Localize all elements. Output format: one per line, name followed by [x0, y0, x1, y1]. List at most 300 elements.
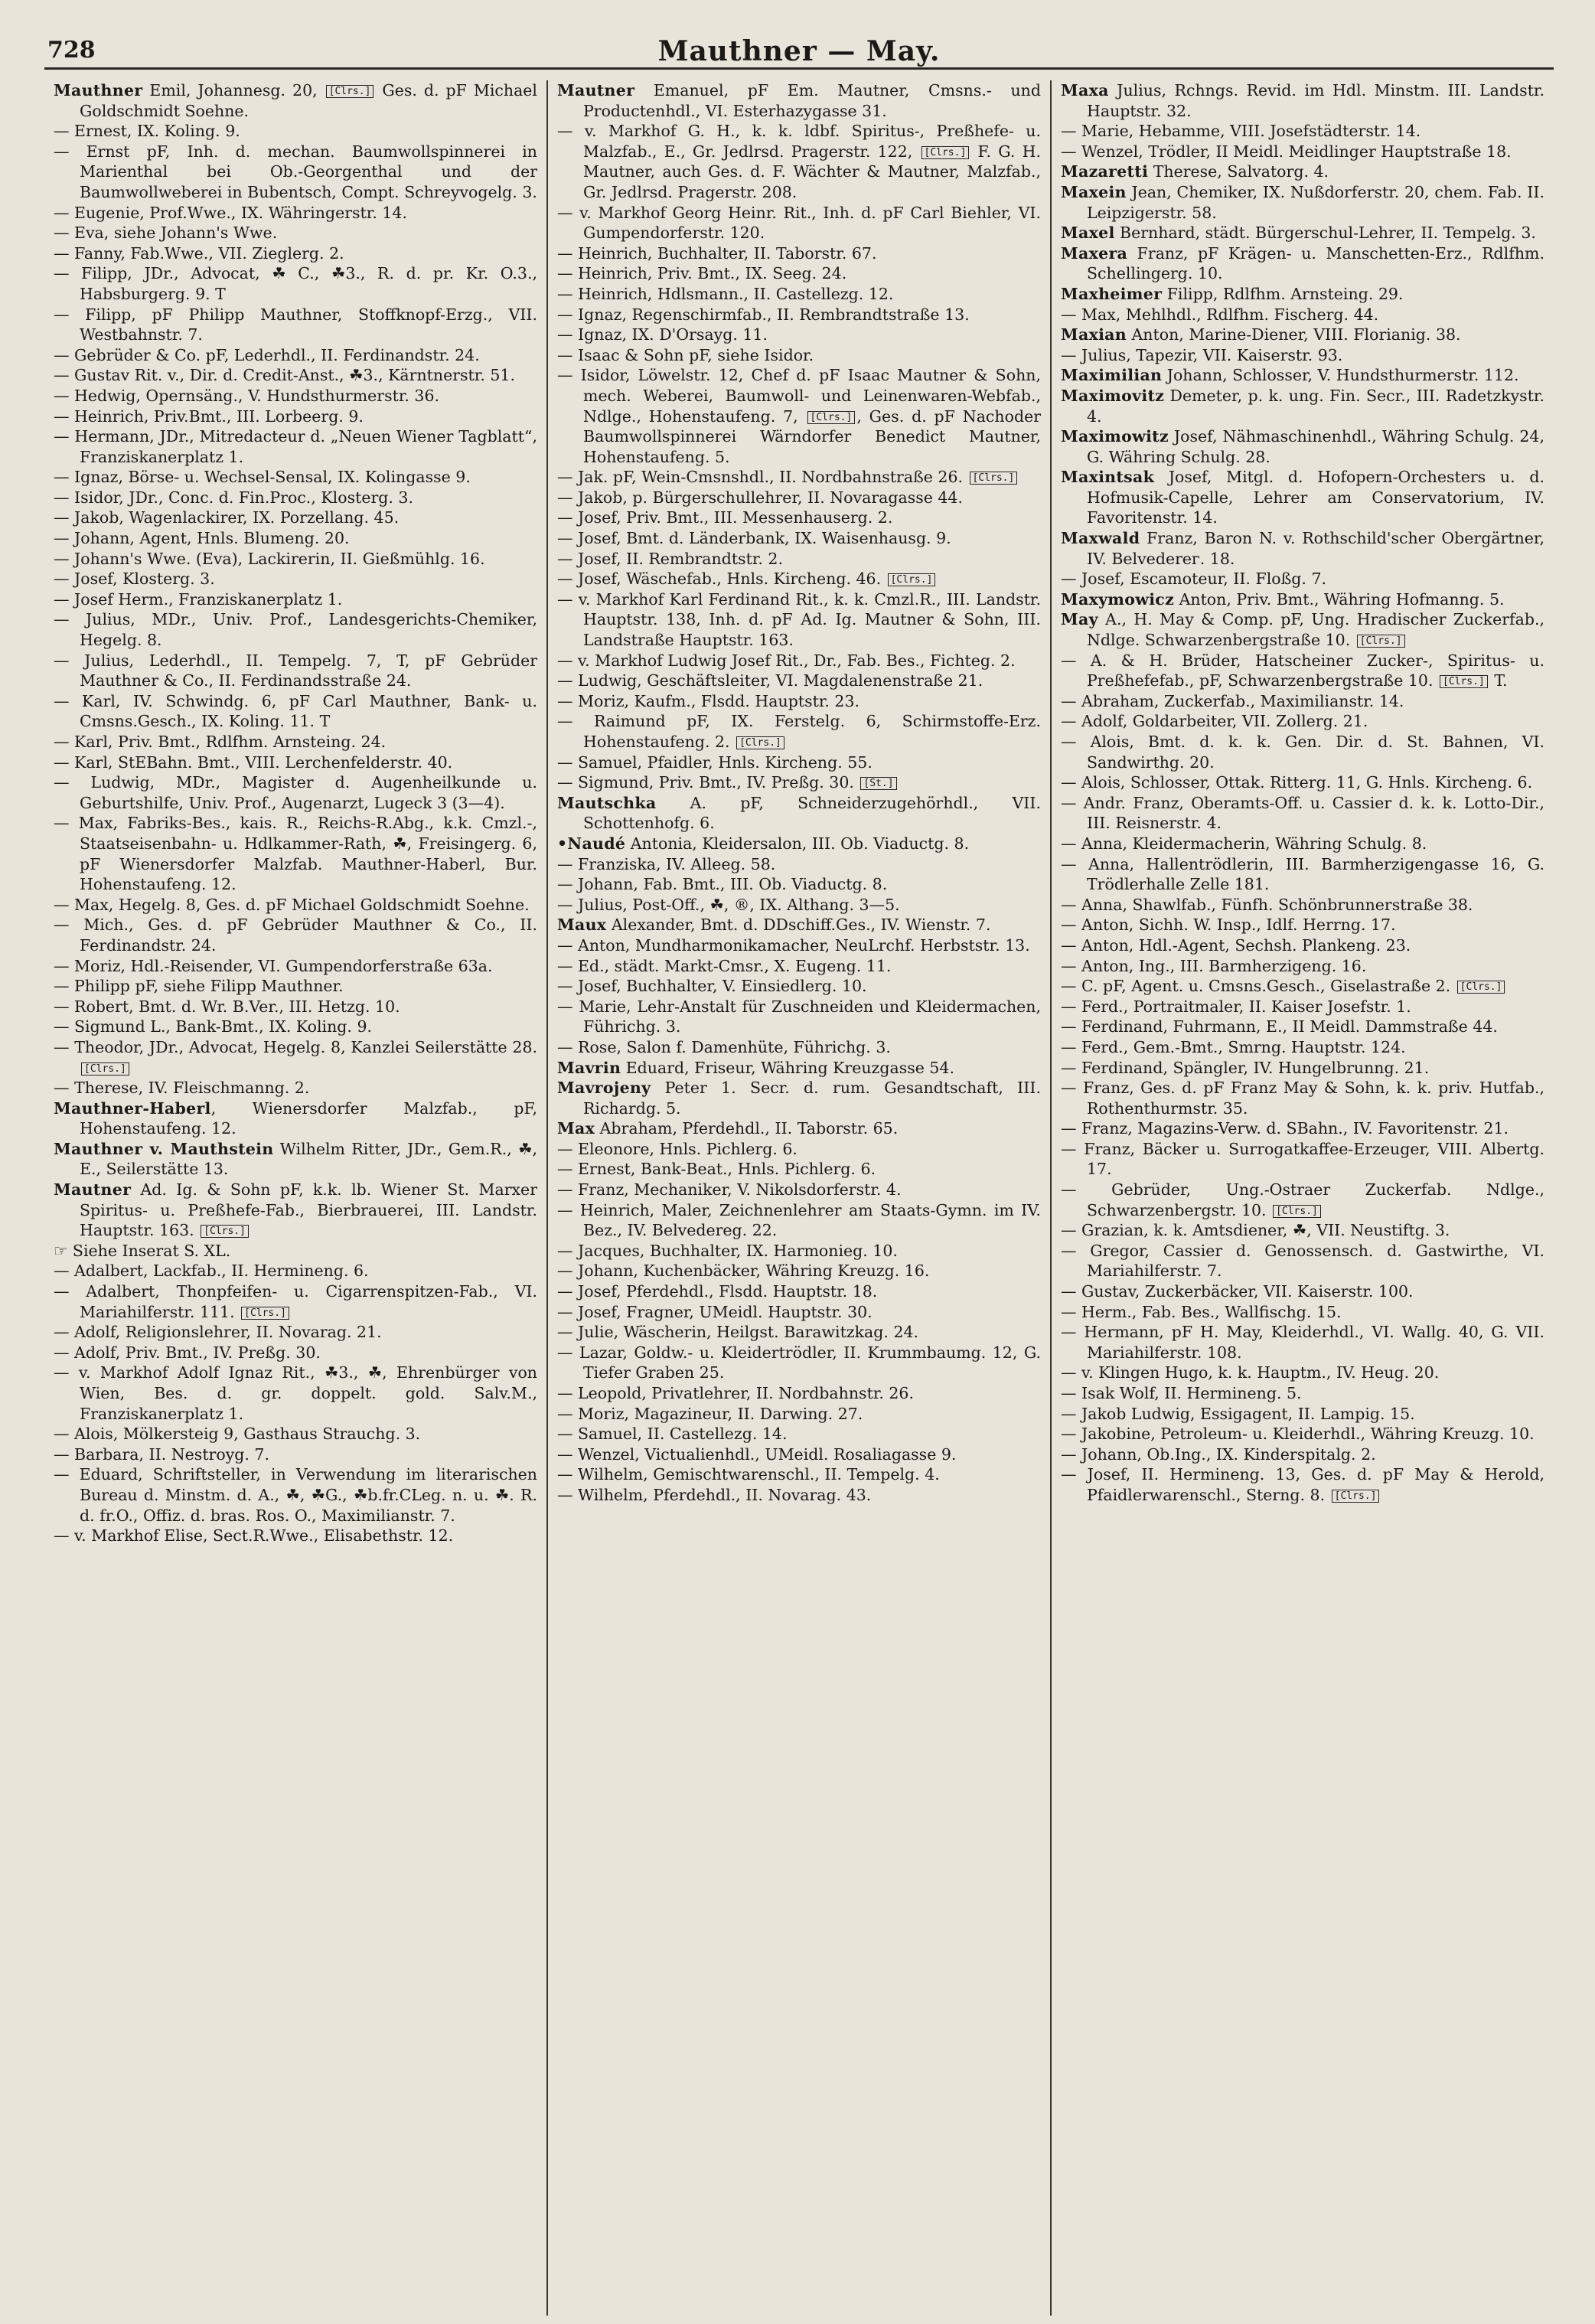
directory-entry	[1061, 1118, 1544, 1139]
entry-text: — Ed., städt. Markt-Cmsr., X. Eugeng. 11.	[557, 956, 892, 975]
entry-text: Bernhard, städt. Bürgerschul-Lehrer, II. Tempelg. 3.	[1114, 224, 1536, 243]
entry-surname: Maximilian	[1061, 366, 1163, 385]
entry-text: Abraham, Pferdehdl., II. Taborstr. 65.	[595, 1119, 899, 1138]
directory-entry	[54, 732, 537, 752]
directory-entry	[1061, 1139, 1544, 1180]
entry-text: — Johann, Kuchenbäcker, Währing Kreuzg. 16.	[557, 1262, 930, 1281]
entry-text: — Franz, Magazins-Verw. d. SBahn., IV. Favoritenstr. 21.	[1061, 1119, 1509, 1138]
entry-text: — Adalbert, Thonpfeifen- u. Cigarrenspitzen-Fab., VI. Mariahilferstr. 111.	[54, 1282, 537, 1321]
entry-text: — Josef, Wäschefab., Hnls. Kircheng. 46.	[557, 570, 886, 589]
directory-entry	[54, 651, 537, 691]
directory-entry	[557, 1159, 1041, 1180]
entry-text: — Ernest, IX. Koling. 9.	[54, 122, 240, 141]
entry-text: — Josef, Bmt. d. Länderbank, IX. Waisenhausg. 9.	[557, 529, 951, 548]
directory-entry	[1061, 1464, 1544, 1505]
entry-text: — Heinrich, Maler, Zeichnenlehrer am Staats-Gymn. im IV. Bez., IV. Belvedereg. 22.	[557, 1200, 1041, 1240]
directory-entry	[1061, 589, 1544, 610]
entry-badge: [Clrs.]	[921, 146, 970, 159]
entry-text: — Marie, Hebamme, VIII. Josefstädterstr. 14.	[1061, 122, 1421, 141]
entry-text: — Ludwig, MDr., Magister d. Augenheilkunde u. Geburtshilfe, Univ. Prof., Augenarzt, Lugeck 3 (3—4).	[54, 773, 537, 812]
entry-text: Ges. d. pF Michael Goldschmidt Soehne.	[80, 81, 537, 120]
directory-entry	[557, 874, 1041, 895]
entry-text: — Julius, Post-Off., ☘, ®, IX. Althang. 3—5.	[557, 895, 900, 914]
directory-entry	[54, 528, 537, 549]
directory-entry	[54, 1526, 537, 1546]
entry-text: — Fanny, Fab.Wwe., VII. Zieglerg. 2.	[54, 243, 344, 263]
entry-text: — Gebrüder & Co. pF, Lederhdl., II. Ferdinandstr. 24.	[54, 345, 480, 364]
directory-entry	[54, 263, 537, 304]
entry-text: — Samuel, II. Castellezg. 14.	[557, 1425, 788, 1444]
entry-surname: Maxintsak	[1061, 468, 1155, 487]
directory-entry	[1061, 386, 1544, 426]
directory-entry	[557, 1200, 1041, 1241]
entry-text: — Karl, IV. Schwindg. 6, pF Carl Mauthner, Bank- u. Cmsns.Gesch., IX. Koling. 11. T	[54, 691, 537, 731]
directory-entry	[54, 488, 537, 508]
entry-text: — Alois, Bmt. d. k. k. Gen. Dir. d. St. Bahnen, VI. Sandwirthg. 20.	[1061, 733, 1544, 772]
directory-entry	[54, 772, 537, 813]
entry-text: — Josef, Pferdehdl., Flsdd. Hauptstr. 18.	[557, 1282, 878, 1301]
entry-text: , Wienersdorfer Malzfab., pF, Hohenstaufeng. 12.	[80, 1098, 537, 1138]
entry-text: — Max, Mehlhdl., Rdlfhm. Fischerg. 44.	[1061, 305, 1379, 324]
directory-entry	[54, 1241, 537, 1262]
entry-text: — Anton, Hdl.-Agent, Sechsh. Plankeng. 23.	[1061, 935, 1411, 955]
directory-entry	[1061, 1058, 1544, 1079]
entry-text: — Alois, Mölkersteig 9, Gasthaus Strauchg. 3.	[54, 1425, 421, 1444]
entry-text: — Isak Wolf, II. Hermineng. 5.	[1061, 1384, 1302, 1402]
entry-text: — Johann, Ob.Ing., IX. Kinderspitalg. 2.	[1061, 1444, 1376, 1464]
entry-text: Johann, Schlosser, V. Hundsthurmerstr. 112.	[1162, 366, 1519, 385]
directory-entry	[557, 772, 1041, 793]
entry-text: Alexander, Bmt. d. DDschiff.Ges., IV. Wienstr. 7.	[606, 916, 991, 935]
directory-entry	[54, 915, 537, 955]
entry-text: , Ges. d. pF Nachoder Baumwollspinnerei Wärndorfer Benedict Mautner, Hohenstaufeng. 5.	[583, 406, 1041, 466]
directory-entry	[557, 793, 1041, 834]
entry-text: — Ernest, Bank-Beat., Hnls. Pichlerg. 6.	[557, 1160, 876, 1179]
directory-entry	[54, 243, 537, 264]
entry-text: — Robert, Bmt. d. Wr. B.Ver., III. Hetzg. 10.	[54, 997, 400, 1016]
entry-text: — v. Markhof Ludwig Josef Rit., Dr., Fab. Bes., Fichteg. 2.	[557, 651, 1016, 670]
directory-entry	[54, 223, 537, 243]
directory-entry	[1061, 1241, 1544, 1281]
entry-text: — Moriz, Magazineur, II. Darwing. 27.	[557, 1404, 863, 1423]
page-header	[44, 37, 1554, 70]
directory-entry	[1061, 305, 1544, 325]
entry-text: — A. & H. Brüder, Hatscheiner Zucker-, Spiritus- u. Preßhefefab., pF, Schwarzenbergstraße 10.	[1061, 651, 1544, 690]
entry-text: Emil, Johannesg. 20,	[142, 81, 325, 100]
directory-entry	[557, 1424, 1041, 1444]
entry-text: — Philipp pF, siehe Filipp Mauthner.	[54, 977, 344, 996]
directory-entry	[1061, 1363, 1544, 1383]
entry-text: — Wilhelm, Gemischtwarenschl., II. Tempelg. 4.	[557, 1465, 940, 1484]
directory-entry	[1061, 162, 1544, 182]
directory-entry	[54, 305, 537, 345]
entry-text: — Karl, Priv. Bmt., Rdlfhm. Arnsteing. 24.	[54, 733, 387, 751]
entry-text: Antonia, Kleidersalon, III. Ob. Viaductg. 8.	[625, 834, 970, 853]
entry-badge: [Clrs.]	[326, 85, 374, 98]
entry-text: — Franz, Ges. d. pF Franz May & Sohn, k. k. priv. Hutfab., Rothenthurmstr. 35.	[1061, 1079, 1544, 1118]
directory-entry	[54, 121, 537, 142]
directory-entry	[1061, 243, 1544, 284]
entry-text: — Anton, Mundharmonikamacher, NeuLrchf. Herbststr. 13.	[557, 935, 1030, 955]
entry-text: — Gustav Rit. v., Dir. d. Credit-Anst., ☘3., Kärntnerstr. 51.	[54, 366, 515, 385]
directory-entry	[54, 345, 537, 366]
directory-entry	[54, 1444, 537, 1465]
entry-text: — Eva, siehe Johann's Wwe.	[54, 224, 278, 243]
entry-text: — Heinrich, Buchhalter, II. Taborstr. 67.	[557, 243, 877, 263]
directory-entry	[54, 1098, 537, 1139]
entry-badge: [Clrs.]	[1457, 981, 1505, 994]
directory-entry	[54, 997, 537, 1017]
entry-text: Josef, Mitgl. d. Hofopern-Orchesters u. d. Hofmusik-Capelle, Lehrer am Conservatorium, IV. Favoritenstr. 14.	[1087, 468, 1544, 527]
directory-entry	[1061, 1383, 1544, 1404]
directory-entry	[557, 711, 1041, 752]
page-number: 728	[47, 37, 96, 64]
entry-text: — Franz, Mechaniker, V. Nikolsdorferstr. 4.	[557, 1180, 902, 1200]
entry-text: — Jakob, Wagenlackirer, IX. Porzellang. 45.	[54, 508, 400, 527]
entry-text: — Jakob Ludwig, Essigagent, II. Lampig. 15.	[1061, 1404, 1415, 1423]
directory-entry	[1061, 609, 1544, 650]
entry-badge: [Clrs.]	[807, 411, 856, 424]
entry-text: Emanuel, pF Em. Mautner, Cmsns.- und Productenhdl., VI. Esterhazygasse 31.	[583, 81, 1041, 120]
entry-text: — Jacques, Buchhalter, IX. Harmonieg. 10.	[557, 1241, 898, 1260]
entry-text: — Heinrich, Priv. Bmt., IX. Seeg. 24.	[557, 264, 847, 283]
directory-entry	[557, 467, 1041, 488]
directory-entry	[557, 1139, 1041, 1160]
entry-text: — Ludwig, Geschäftsleiter, VI. Magdalenenstraße 21.	[557, 671, 983, 690]
directory-entry	[54, 976, 537, 997]
entry-badge: [Clrs.]	[1273, 1205, 1321, 1218]
entry-text: — Ferdinand, Spängler, IV. Hungelbrunng. 21.	[1061, 1058, 1430, 1077]
entry-surname: Maxera	[1061, 243, 1128, 263]
directory-entry	[54, 1343, 537, 1363]
directory-entry	[54, 1078, 537, 1098]
directory-entry	[557, 1037, 1041, 1058]
entry-text: Ad. Ig. & Sohn pF, k.k. lb. Wiener St. Marxer Spiritus- u. Preßhefe-Fab., Bierbrauerei, III. Landstr. Hauptstr. 163.	[80, 1180, 537, 1240]
entry-surname: Mauthner-Haberl	[54, 1098, 211, 1118]
directory-entry	[1061, 426, 1544, 467]
directory-entry	[54, 1180, 537, 1241]
entry-badge: [St.]	[860, 777, 896, 790]
entry-text: — Johann, Fab. Bmt., III. Ob. Viaductg. 8.	[557, 875, 888, 894]
entry-text: — Sigmund L., Bank-Bmt., IX. Koling. 9.	[54, 1017, 373, 1036]
directory-entry	[557, 80, 1041, 121]
entry-text: — Ernst pF, Inh. d. mechan. Baumwollspinnerei in Marienthal bei Ob.-Georgenthal und der Baumwollweberei in Bubentsch, Compt. Schreyvogelg. 3.	[54, 142, 537, 201]
entry-surname: Maxel	[1061, 224, 1115, 243]
directory-entry	[557, 1180, 1041, 1200]
entry-text: — Ignaz, Regenschirmfab., II. Rembrandtstraße 13.	[557, 305, 970, 324]
directory-entry	[54, 895, 537, 916]
directory-entry	[1061, 956, 1544, 977]
entry-text: — Andr. Franz, Oberamts-Off. u. Cassier d. k. k. Lotto-Dir., III. Reisnerstr. 4.	[1061, 793, 1544, 833]
entry-text: — Eduard, Schriftsteller, in Verwendung im literarischen Bureau d. Minstm. d. A., ☘, ☘G., ☘b.fr.CLeg. n. u. ☘. R. d. fr.O., Offiz. d. bras. Ros. O., Maximilianstr. 7.	[54, 1465, 537, 1525]
directory-entry	[557, 691, 1041, 712]
entry-text: — Max, Fabriks-Bes., kais. R., Reichs-R.Abg., k.k. Cmzl.-, Staatseisenbahn- u. Hdlkammer-Rath, ☘, Freisingerg. 6, pF Wienersdorfer Malzfab. Mauthner-Haberl, Bur. Hohenstaufeng. 12.	[54, 814, 537, 894]
column-2	[546, 80, 1050, 2316]
page-title: Mauthner — May.	[657, 35, 941, 67]
directory-entry	[1061, 793, 1544, 834]
entry-badge: [Clrs.]	[201, 1225, 249, 1238]
directory-entry	[1061, 80, 1544, 121]
directory-entry	[1061, 732, 1544, 772]
entry-text: Franz, pF Krägen- u. Manschetten-Erz., Rdlfhm. Schellingerg. 10.	[1087, 243, 1544, 283]
entry-text: — v. Klingen Hugo, k. k. Hauptm., IV. Heug. 20.	[1061, 1363, 1440, 1382]
directory-entry	[54, 569, 537, 589]
entry-text: — Wenzel, Trödler, II Meidl. Meidlinger Hauptstraße 18.	[1061, 142, 1512, 161]
directory-entry	[54, 406, 537, 427]
directory-entry	[1061, 365, 1544, 386]
entry-text: — Ferd., Gem.-Bmt., Smrng. Hauptstr. 124.	[1061, 1037, 1406, 1056]
entry-text: — Samuel, Pfaidler, Hnls. Kircheng. 55.	[557, 752, 873, 772]
entry-text: — Josef, II. Rembrandtstr. 2.	[557, 549, 783, 568]
entry-text: — Franziska, IV. Alleeg. 58.	[557, 854, 776, 873]
directory-entry	[1061, 1220, 1544, 1241]
entry-text: — Josef, II. Hermineng. 13, Ges. d. pF May & Herold, Pfaidlerwarenschl., Sterng. 8.	[1061, 1465, 1544, 1504]
entry-text: — Josef, Fragner, UMeidl. Hauptstr. 30.	[557, 1302, 873, 1321]
directory-entry	[1061, 1017, 1544, 1037]
entry-text: — Anton, Sichh. W. Insp., Idlf. Herrng. 17.	[1061, 916, 1396, 935]
entry-text: — Herm., Fab. Bes., Wallfischg. 15.	[1061, 1302, 1342, 1321]
entry-text: Anton, Priv. Bmt., Währing Hofmanng. 5.	[1174, 589, 1505, 609]
entry-text: — Raimund pF, IX. Ferstelg. 6, Schirmstoffe-Erz. Hohenstaufeng. 2.	[557, 712, 1041, 751]
entry-surname: Maxein	[1061, 182, 1127, 201]
entry-text: — Isidor, Löwelstr. 12, Chef d. pF Isaac Mautner & Sohn, mech. Weberei, Baumwoll- und Leinenwaren-Webfab., Ndlge., Hohenstaufeng. 7,	[557, 366, 1041, 426]
entry-text: — Julius, MDr., Univ. Prof., Landesgerichts-Chemiker, Hegelg. 8.	[54, 610, 537, 650]
entry-surname: Maxian	[1061, 325, 1127, 344]
directory-entry	[557, 671, 1041, 691]
entry-text: — Gustav, Zuckerbäcker, VII. Kaiserstr. 100.	[1061, 1282, 1414, 1301]
directory-entry	[54, 1322, 537, 1343]
directory-entry	[54, 203, 537, 224]
entry-text: — Anna, Hallentrödlerin, III. Barmherzigengasse 16, G. Trödlerhalle Zelle 181.	[1061, 854, 1544, 894]
directory-entry	[54, 365, 537, 386]
directory-entry	[1061, 1404, 1544, 1425]
entry-text: — Eugenie, Prof.Wwe., IX. Währingerstr. 14.	[54, 203, 407, 222]
entry-text: — v. Markhof G. H., k. k. ldbf. Spiritus-, Preßhefe- u. Malzfab., E., Gr. Jedlrsd. Pragerstr. 122,	[557, 122, 1041, 161]
entry-text: — Ignaz, Börse- u. Wechsel-Sensal, IX. Kolingasse 9.	[54, 468, 471, 487]
directory-entry	[1061, 1180, 1544, 1220]
entry-text: — Ignaz, IX. D'Orsayg. 11.	[557, 325, 768, 344]
directory-entry	[1061, 1281, 1544, 1302]
directory-entry	[1061, 1302, 1544, 1323]
entry-text: Josef, Nähmaschinenhdl., Währing Schulg. 24, G. Währing Schulg. 28.	[1087, 427, 1544, 466]
entry-badge: [Clrs.]	[888, 573, 936, 586]
entry-text: — Alois, Schlosser, Ottak. Ritterg. 11, G. Hnls. Kircheng. 6.	[1061, 773, 1533, 792]
entry-text: — v. Markhof Adolf Ignaz Rit., ☘3., ☘, Ehrenbürger von Wien, Bes. d. gr. doppelt. gold. Salv.M., Franziskanerplatz 1.	[54, 1363, 537, 1423]
entry-text: — Filipp, JDr., Advocat, ☘ C., ☘3., R. d. pr. Kr. O.3., Habsburgerg. 9. T	[54, 264, 537, 303]
directory-entry	[557, 651, 1041, 671]
entry-text: — Jak. pF, Wein-Cmsnshdl., II. Nordbahnstraße 26.	[557, 468, 968, 487]
directory-entry	[557, 1281, 1041, 1302]
directory-entry	[54, 589, 537, 610]
directory-entry	[54, 1261, 537, 1281]
entry-text: — Ferd., Portraitmaler, II. Kaiser Josefstr. 1.	[1061, 997, 1411, 1016]
directory-entry	[557, 1464, 1041, 1485]
entry-text: — Isaac & Sohn pF, siehe Isidor.	[557, 345, 814, 364]
directory-entry	[1061, 854, 1544, 895]
directory-entry	[557, 549, 1041, 570]
entry-text: — Wilhelm, Pferdehdl., II. Novarag. 43.	[557, 1485, 872, 1504]
entry-text: — Mich., Ges. d. pF Gebrüder Mauthner & Co., II. Ferdinandstr. 24.	[54, 916, 537, 955]
entry-text: Franz, Baron N. v. Rothschild'scher Obergärtner, IV. Belvederег. 18.	[1087, 529, 1544, 568]
entry-text: Eduard, Friseur, Währing Kreuzgasse 54.	[621, 1058, 954, 1077]
entry-text: — Franz, Bäcker u. Surrogatkaffee-Erzeuger, VIII. Albertg. 17.	[1061, 1139, 1544, 1179]
entry-text: — v. Markhof Elise, Sect.R.Wwe., Elisabethstr. 12.	[54, 1526, 454, 1546]
directory-entry	[1061, 528, 1544, 569]
entry-text: — Gebrüder, Ung.-Ostraer Zuckerfab. Ndlge., Schwarzenbergstr. 10.	[1061, 1180, 1544, 1219]
entry-surname: Mauthner v. Mauthstein	[54, 1139, 274, 1158]
columns	[44, 80, 1554, 2316]
entry-text: F. G. H. Mautner, auch Ges. d. F. Wächter & Mautner, Malzfab., Gr. Jedlrsd. Pragerstr. 208.	[583, 142, 1041, 201]
directory-entry	[1061, 651, 1544, 691]
directory-entry	[1061, 325, 1544, 345]
entry-surname: Mauthner	[54, 81, 143, 100]
directory-entry	[557, 284, 1041, 305]
directory-entry	[1061, 142, 1544, 162]
directory-entry	[1061, 1424, 1544, 1444]
directory-entry	[54, 426, 537, 467]
directory-entry	[557, 508, 1041, 528]
directory-entry	[557, 305, 1041, 325]
entry-text: — Johann, Agent, Hnls. Blumeng. 20.	[54, 529, 350, 548]
directory-entry	[54, 467, 537, 488]
column-3	[1050, 80, 1554, 2316]
directory-entry	[1061, 121, 1544, 142]
entry-text: A., H. May & Comp. pF, Ung. Hradischer Zuckerfab., Ndlge. Schwarzenbergstraße 10.	[1087, 610, 1544, 650]
entry-text: Filipp, Rdlfhm. Arnsteing. 29.	[1162, 284, 1404, 303]
entry-surname: Max	[557, 1119, 595, 1138]
directory-entry	[1061, 223, 1544, 243]
directory-entry	[54, 1424, 537, 1444]
entry-surname: Maximovitz	[1061, 386, 1165, 405]
entry-surname: Maux	[557, 916, 607, 935]
directory-entry	[557, 1261, 1041, 1281]
entry-text: — Lazar, Goldw.- u. Kleidertrödler, II. Krummbaumg. 12, G. Tiefer Graben 25.	[557, 1343, 1041, 1382]
directory-entry	[1061, 345, 1544, 366]
entry-text: — Adolf, Goldarbeiter, VII. Zollerg. 21.	[1061, 712, 1368, 731]
entry-text: — Sigmund, Priv. Bmt., IV. Preßg. 30.	[557, 773, 859, 792]
entry-badge: [Clrs.]	[736, 736, 784, 749]
entry-surname: Mazaretti	[1061, 162, 1149, 181]
directory-entry	[54, 386, 537, 406]
directory-entry	[54, 752, 537, 773]
entry-text: Wilhelm Ritter, JDr., Gem.R., ☘, E., Seilerstätte 13.	[80, 1139, 537, 1179]
directory-entry	[557, 1118, 1041, 1139]
directory-entry	[54, 609, 537, 650]
entry-surname: Mavrin	[557, 1058, 621, 1077]
directory-entry	[54, 1363, 537, 1424]
entry-surname: Maxymowicz	[1061, 589, 1175, 609]
entry-text: — C. pF, Agent. u. Cmsns.Gesch., Giselastraße 2.	[1061, 977, 1456, 996]
entry-text: — Max, Hegelg. 8, Ges. d. pF Michael Goldschmidt Soehne.	[54, 895, 530, 914]
entry-text: — Gregor, Cassier d. Genossensch. d. Gastwirthe, VI. Mariahilferstr. 7.	[1061, 1241, 1544, 1281]
directory-entry	[557, 1078, 1041, 1118]
directory-entry	[1061, 997, 1544, 1017]
directory-entry	[1061, 284, 1544, 305]
entry-text: — Josef, Escamoteur, II. Floßg. 7.	[1061, 570, 1326, 589]
entry-text: — Wenzel, Victualienhdl., UMeidl. Rosaliagasse 9.	[557, 1444, 957, 1464]
entry-badge: [Clrs.]	[970, 472, 1018, 485]
directory-entry	[557, 956, 1041, 977]
entry-text: — Ferdinand, Fuhrmann, E., II Meidl. Dammstraße 44.	[1061, 1017, 1498, 1036]
directory-entry	[557, 854, 1041, 875]
directory-entry	[1061, 467, 1544, 528]
entry-text: — Moriz, Kaufm., Flsdd. Hauptstr. 23.	[557, 691, 860, 710]
entry-text: — Karl, StEBahn. Bmt., VIII. Lerchenfelderstr. 40.	[54, 752, 453, 772]
directory-entry	[557, 895, 1041, 916]
entry-text: — Theodor, JDr., Advocat, Hegelg. 8, Kanzlei Seilerstätte 28.	[54, 1037, 537, 1056]
entry-surname: Mautner	[557, 81, 635, 100]
entry-surname: Maxa	[1061, 81, 1109, 100]
directory-entry	[557, 834, 1041, 854]
entry-text: — v. Markhof Karl Ferdinand Rit., k. k. Cmzl.R., III. Landstr. Hauptstr. 138, Inh. d. pF Ad. Ig. Mautner & Sohn, III. Landstraße Hauptstr. 163.	[557, 589, 1041, 650]
directory-entry	[1061, 1444, 1544, 1465]
entry-text: Anton, Marine-Diener, VIII. Florianig. 38.	[1126, 325, 1461, 344]
directory-entry	[54, 508, 537, 528]
entry-text: — Isidor, JDr., Conc. d. Fin.Proc., Klosterg. 3.	[54, 488, 413, 507]
entry-text: — Adolf, Priv. Bmt., IV. Preßg. 30.	[54, 1343, 321, 1362]
entry-text: — Moriz, Hdl.-Reisender, VI. Gumpendorferstraße 63a.	[54, 956, 493, 975]
directory-entry	[54, 80, 537, 121]
directory-entry	[557, 1058, 1041, 1079]
entry-text: ☞ Siehe Inserat S. XL.	[54, 1241, 231, 1260]
entry-text: — Hermann, pF H. May, Kleiderhdl., VI. Wallg. 40, G. VII. Mariahilferstr. 108.	[1061, 1323, 1544, 1362]
entry-badge: [Clrs.]	[1440, 675, 1488, 688]
directory-entry	[557, 569, 1041, 589]
directory-entry	[1061, 895, 1544, 916]
directory-entry	[54, 1464, 537, 1526]
entry-text: — v. Markhof Georg Heinr. Rit., Inh. d. pF Carl Biehler, VI. Gumpendorferstr. 120.	[557, 203, 1041, 243]
entry-text: — Grazian, k. k. Amtsdiener, ☘, VII. Neustiftg. 3.	[1061, 1221, 1450, 1240]
directory-entry	[54, 691, 537, 732]
entry-surname: Mautner	[54, 1180, 132, 1200]
entry-text: — Filipp, pF Philipp Mauthner, Stoffknopf-Erzg., VII. Westbahnstr. 7.	[54, 305, 537, 344]
entry-badge: [Clrs.]	[1332, 1490, 1380, 1503]
entry-text: A. pF, Schneiderzugehörhdl., VII. Schottenhofg. 6.	[583, 793, 1041, 833]
entry-surname: May	[1061, 610, 1098, 629]
entry-text: — Josef, Priv. Bmt., III. Messenhauserg. 2.	[557, 508, 893, 527]
entry-surname: Maximowitz	[1061, 427, 1169, 446]
entry-text: — Jakobine, Petroleum- u. Kleiderhdl., Währing Kreuzg. 10.	[1061, 1425, 1535, 1444]
entry-text: — Abraham, Zuckerfab., Maximilianstr. 14.	[1061, 691, 1404, 710]
entry-text: Jean, Chemiker, IX. Nußdorferstr. 20, chem. Fab. II. Leipzigerstr. 58.	[1087, 182, 1544, 222]
directory-entry	[54, 813, 537, 894]
directory-entry	[557, 1241, 1041, 1262]
entry-text: Peter 1. Secr. d. rum. Gesandtschaft, III. Richardg. 5.	[583, 1079, 1041, 1118]
entry-text: — Adolf, Religionslehrer, II. Novarag. 21.	[54, 1323, 382, 1342]
entry-text: — Leopold, Privatlehrer, II. Nordbahnstr. 26.	[557, 1384, 914, 1402]
entry-text: T.	[1489, 671, 1508, 690]
directory-entry	[557, 243, 1041, 264]
entry-text: — Josef Herm., Franziskanerplatz 1.	[54, 589, 343, 609]
directory-entry	[557, 203, 1041, 243]
entry-text: — Julius, Lederhdl., II. Tempelg. 7, T, pF Gebrüder Mauthner & Co., II. Ferdinandsstraße 24.	[54, 651, 537, 690]
directory-entry	[1061, 834, 1544, 854]
entry-badge: [Clrs.]	[241, 1307, 289, 1320]
directory-entry	[1061, 915, 1544, 935]
directory-entry	[557, 1383, 1041, 1404]
entry-text: — Julius, Tapezir, VII. Kaiserstr. 93.	[1061, 345, 1343, 364]
directory-entry	[557, 997, 1041, 1037]
directory-entry	[1061, 569, 1544, 589]
entry-surname: Maxheimer	[1061, 284, 1163, 303]
entry-text: — Rose, Salon f. Damenhüte, Führichg. 3.	[557, 1037, 891, 1056]
entry-text: — Johann's Wwe. (Eva), Lackirerin, II. Gießmühlg. 16.	[54, 549, 485, 568]
entry-text: — Anna, Kleidermacherin, Währing Schulg. 8.	[1061, 834, 1427, 853]
directory-entry	[557, 365, 1041, 467]
directory-entry	[1061, 1078, 1544, 1118]
entry-text: Julius, Rchngs. Revid. im Hdl. Minstm. III. Landstr. Hauptstr. 32.	[1087, 81, 1544, 120]
directory-entry	[557, 528, 1041, 549]
